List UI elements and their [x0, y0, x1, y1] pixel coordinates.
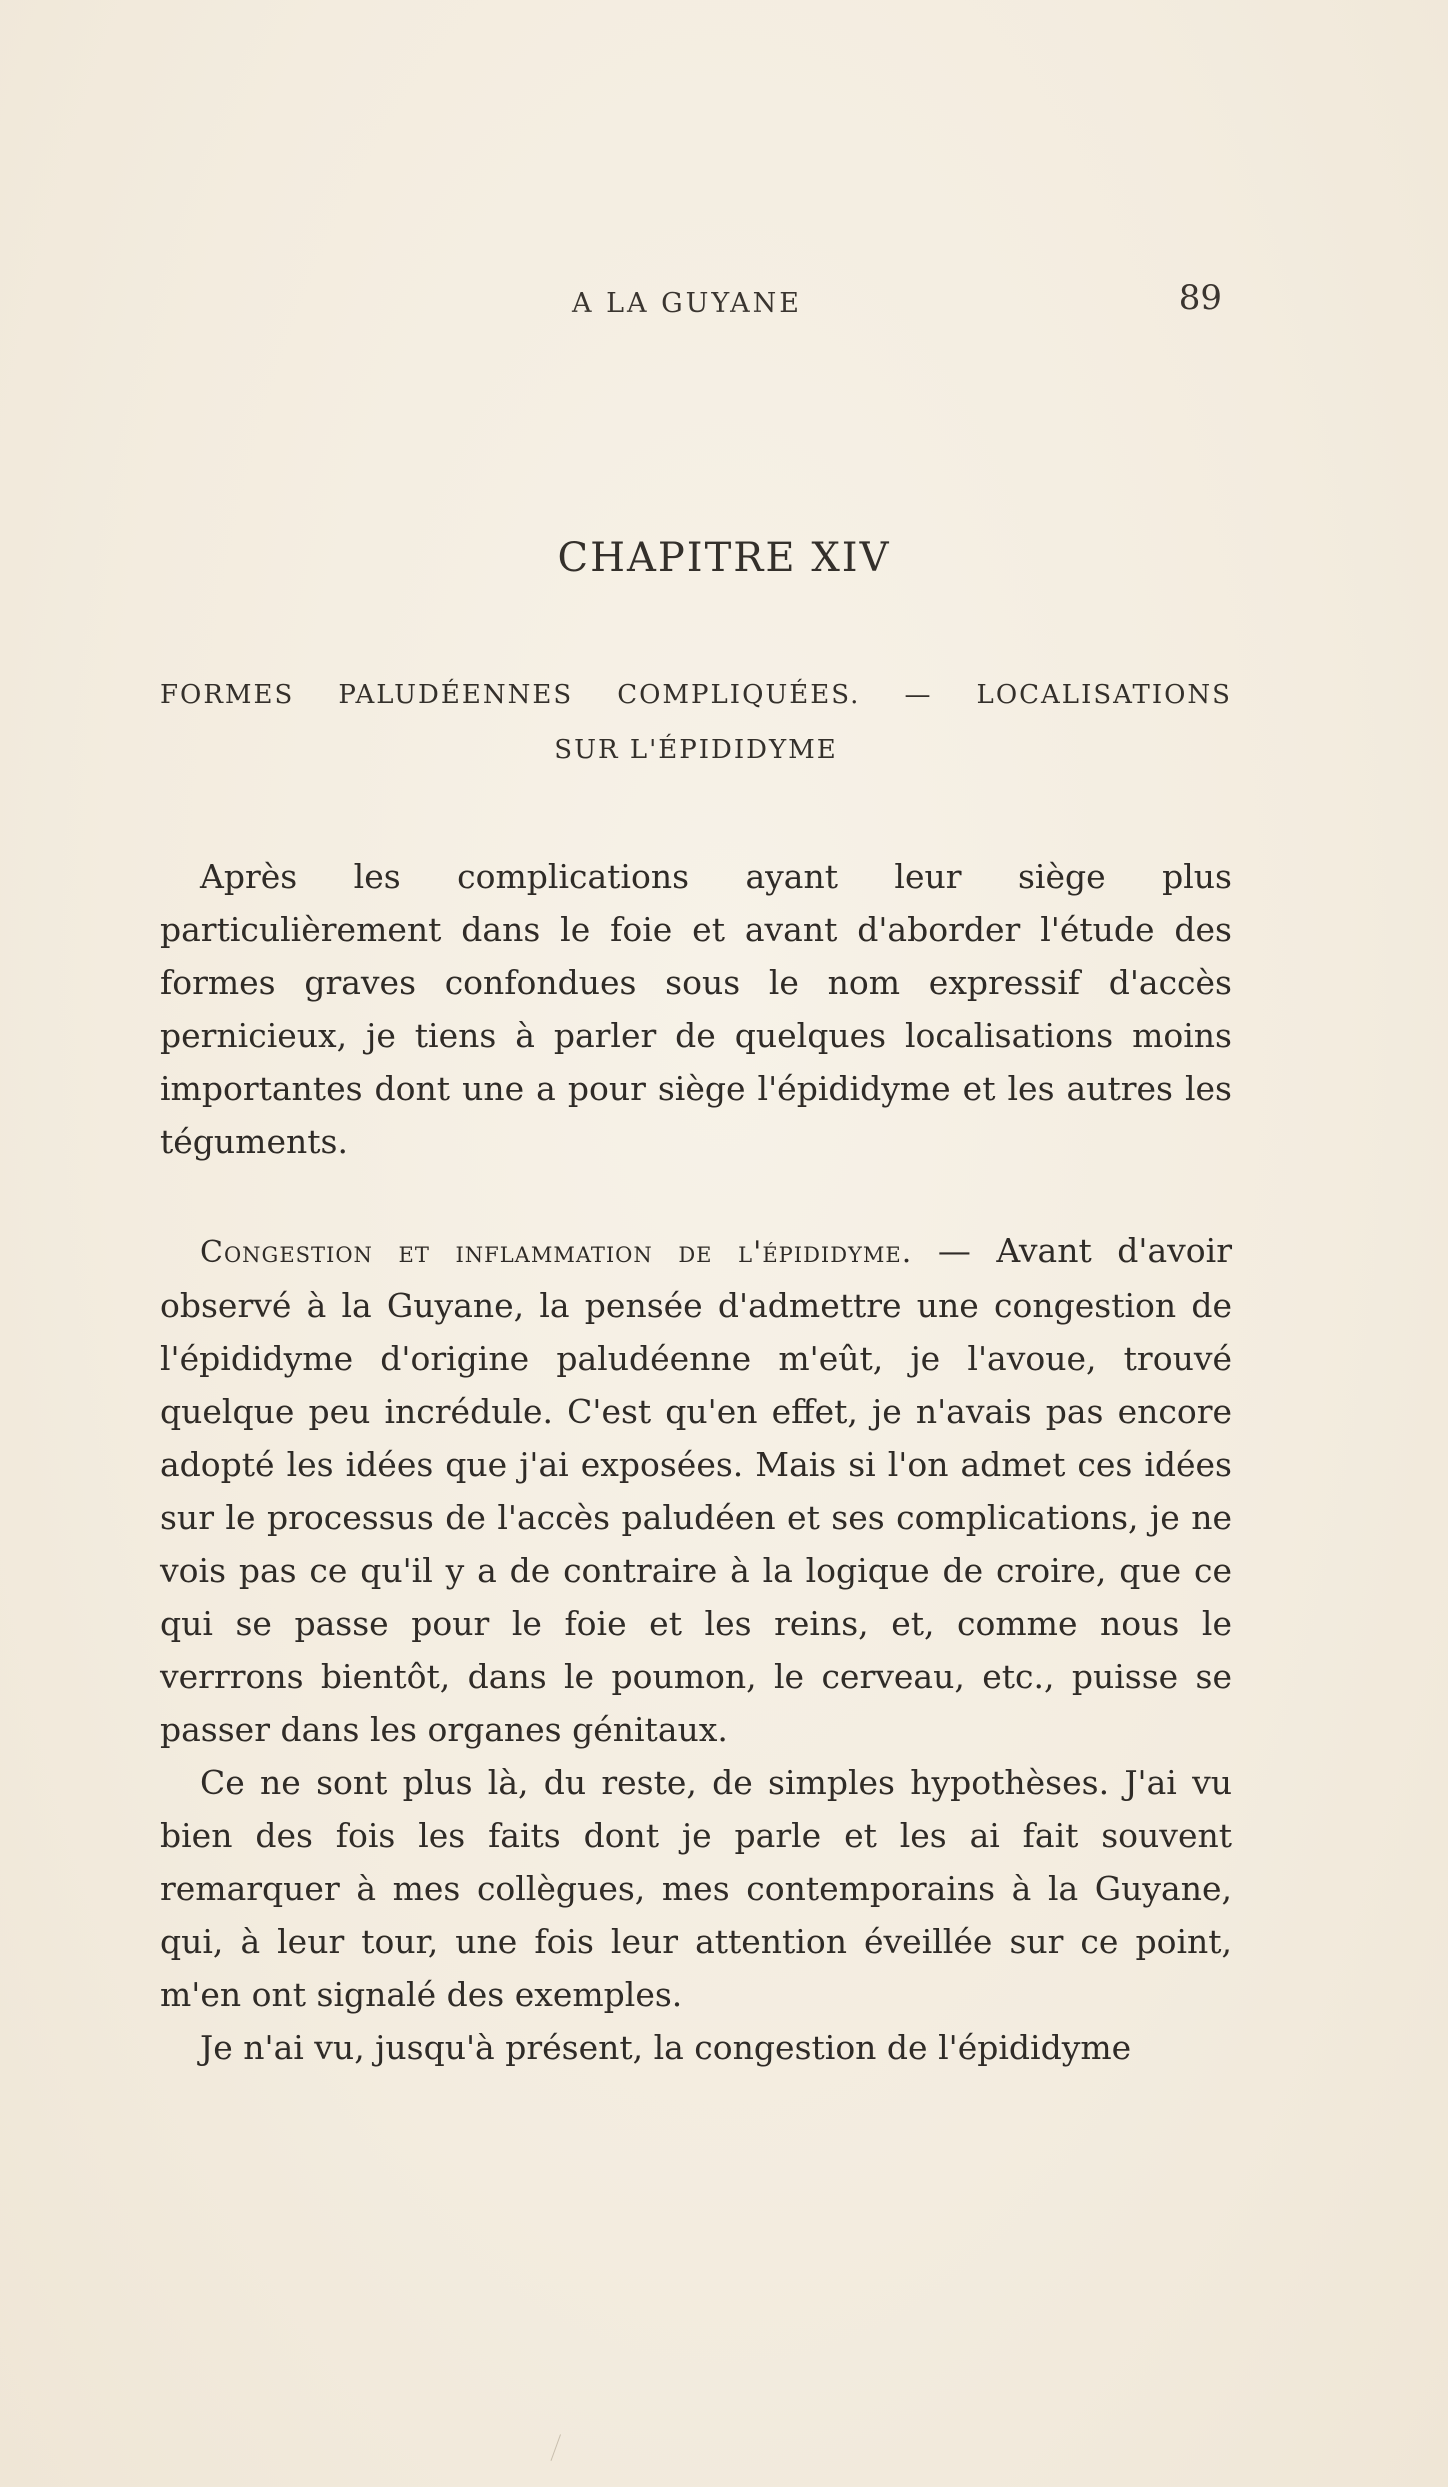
paragraph-1: Après les complications ayant leur siège plus particulièrement dans le foie et avant d'aborder l'étude des formes graves confondues sous le nom expressif d'accès pernicieux, je tiens à parler de quelques localisations moins importantes dont une a pour siège l'épididyme et les autres les téguments. — [160, 857, 1232, 1161]
running-head — [160, 278, 1232, 328]
page-mark — [550, 2434, 568, 2463]
section-heading: Congestion et inflammation de l'épididyme. — [200, 1235, 913, 1270]
chapter-subtitle-line-1: FORMES PALUDÉENNES COMPLIQUÉES. — LOCALISATIONS — [160, 680, 1232, 710]
chapter-title: CHAPITRE XIV — [557, 535, 891, 581]
body-text — [160, 850, 1232, 2074]
paragraph-2-body: — Avant d'avoir observé à la Guyane, la pensée d'admettre une congestion de l'épididyme d'origine paludéenne m'eût, je l'avoue, trouvé quelque peu incrédule. C'est qu'en effet, je n'avais pas encore adopté les idées que j'ai exposées. Mais si l'on admet ces idées sur le processus de l'accès paludéen et ses complications, je ne vois pas ce qu'il y a de contraire à la logique de croire, que ce qui se passe pour le foie et les reins, et, comme nous le verrrons bientôt, dans le poumon, le cerveau, etc., puisse se passer dans les organes génitaux. — [160, 1231, 1232, 1749]
paragraph-4: Je n'ai vu, jusqu'à présent, la congestion de l'épididyme — [200, 2028, 1132, 2067]
running-title: A LA GUYANE — [572, 288, 802, 319]
chapter-subtitle-line-2: SUR L'ÉPIDIDYME — [554, 735, 838, 765]
page-number: 89 — [1178, 278, 1222, 318]
paragraph-2 — [160, 1224, 1232, 1756]
paragraph-3: Ce ne sont plus là, du reste, de simples hypothèses. J'ai vu bien des fois les faits dont je parle et les ai fait souvent remarquer à mes collègues, mes contemporains à la Guyane, qui, à leur tour, une fois leur attention éveillée sur ce point, m'en ont signalé des exemples. — [160, 1763, 1232, 2014]
chapter-subtitle — [160, 668, 1232, 778]
paragraph-gap — [160, 1168, 1232, 1224]
